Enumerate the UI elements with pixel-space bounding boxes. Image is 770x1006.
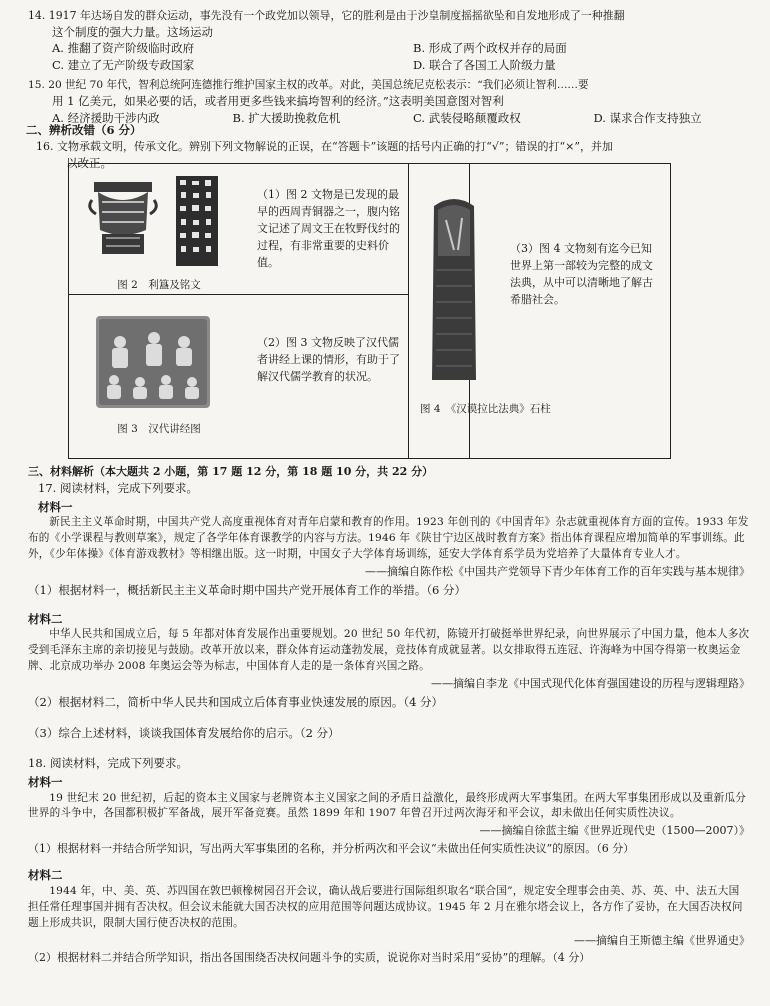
fig3-caption: 图 3 汉代讲经图 [117,423,201,435]
q14-option-c[interactable]: C. 建立了无产阶级专政国家 [52,58,195,73]
q17-material-2-source: ——摘编自李龙《中国式现代化体育强国建设的历程与逻辑理路》 [431,676,750,690]
q17-ask-2: （2）根据材料二，简析中华人民共和国成立后体育事业快速发展的原因。（4 分） [28,694,444,709]
q14-option-b[interactable]: B. 形成了两个政权并存的局面 [413,41,567,56]
q18-material-2-text: 1944 年，中、美、英、苏四国在敦巴顿橡树园召开会议，确认战后要进行国际组织取名“联合国”，规定安全理事会由美、苏、英、中、法五大国担任常任理事国并拥有否决权。但会议未能就大国否决权的应用范围等问题达成协议。1945 年 2 月在雅尔塔会议上，各方作了妥协，在大国否决权问题上形成共识，限制大国行使否决权的范围。 [28,884,743,929]
fig2-caption: 图 2 利簋及铭文 [117,279,201,291]
q15-stem-line1: 15. 20 世纪 70 年代，智利总统阿连德推行维护国家主权的改革。对此，美国总统尼克松表示：“我们必须让智利……要 [28,79,589,91]
q16-stem-line1: 16. 文物承载文明，传承文化。辨别下列文物解说的正误，在“答题卡”该题的括号内正确的打“√”；错误的打“×”，并加 [36,139,613,153]
q18-material-1-label: 材料一 [28,774,63,789]
section-2-title: 二、辨析改错（6 分） [26,123,142,137]
q14-option-a[interactable]: A. 推翻了资产阶级临时政府 [52,41,195,56]
q18-material-2-source: ——摘编自王斯德主编《世界通史》 [574,933,750,947]
q15-option-a[interactable]: A. 经济援助干涉内政 [52,111,160,126]
q17-material-2-text: 中华人民共和国成立后，每 5 年都对体育发展作出重要规划。20 世纪 50 年代初，陈镜开打破挺举世界纪录，向世界展示了中国力量，他本人多次受到毛泽东主席的亲切接见与鼓励。改革开放以来，群众体育运动蓬勃发展，竞技体育成就显著。以女排取得五连冠、许海峰为中国夺得第一枚奥运金牌、北京成功举办 2008 年奥运会等为标志，中国体育人走的是一条体育兴国之路。 [28,628,750,673]
q17-material-2-label: 材料二 [28,611,63,626]
section-3-title: 三、材料解析（本大题共 2 小题，第 17 题 12 分，第 18 题 10 分，共 22 分） [28,465,434,478]
relic-item-3-text: （3）图 4 文物刻有迄今已知世界上第一部较为完整的成文法典，从中可以清晰地了解古希腊社会。 [510,242,653,307]
q18-material-1-text: 19 世纪末 20 世纪初，后起的资本主义国家与老牌资本主义国家之间的矛盾日益激化，最终形成两大军事集团。在两大军事集团形成以及重新瓜分世界的斗争中，各国都积极扩军备战，展开军备竞赛。虽然 1899 年和 1907 年曾召开过两次海牙和平会议，却未做出任何实质性决议。 [28,791,747,820]
ligui-bronze-vessel-image [88,178,158,260]
q17-ask-3: （3）综合上述材料，谈谈我国体育发展给你的启示。（2 分） [28,725,340,740]
q18-ask-1: （1）根据材料一并结合所学知识，写出两大军事集团的名称，并分析两次和平会议“未做出任何实质性决议”的原因。（6 分） [28,842,635,856]
q15-option-b[interactable]: B. 扩大援助挽救危机 [232,111,341,126]
q14-option-d[interactable]: D. 联合了各国工人阶级力量 [413,58,556,73]
q18-ask-2: （2）根据材料二并结合所学知识，指出各国围绕否决权问题斗争的实质，说说你对当时采用“妥协”的理解。（4 分） [28,951,591,965]
q14-stem-line1: 14. 1917 年达场自发的群众运动，事先没有一个政党加以领导，它的胜利是由于沙皇制度摇摇欲坠和自发地形成了一种推翻 [28,9,625,22]
question-14 [28,8,750,74]
question-15 [28,78,750,127]
q18-stem: 18. 阅读材料，完成下列要求。 [28,756,188,771]
q17-material-1-text: 新民主主义革命时期，中国共产党人高度重视体育对青年启蒙和教育的作用。1923 年创刊的《中国青年》杂志就重视体育方面的宣传。1933 年发布的《小学课程与教则草案》，规定了各学年体育课教学的内容与方法。1946 年《陕甘宁边区战时教育方案》指出体育课程应增加简单的军事训练。此外，《少年体操》《体育游戏教材》等相继出版。这一时期，中国女子大学体育场训练，延安大学体育系学员为党培养了大量体育专业人才。 [28,516,749,561]
section-3 [28,464,750,966]
q16-stem-line2: 以改正。 [66,155,112,170]
hammurabi-stele-image [428,196,480,380]
fig4-caption: 图 4 《汉谟拉比法典》石柱 [420,403,551,415]
q14-stem-line2: 这个制度的强大力量。这场运动 [52,24,213,39]
q17-material-1-label: 材料一 [38,499,73,514]
relic-item-1-text: （1）图 2 文物是已发现的最早的西周青铜器之一，腹内铭文记述了周文王在牧野伐纣的过程，有非常重要的史料价值。 [257,188,400,270]
q17-ask-1: （1）根据材料一，概括新民主主义革命时期中国共产党开展体育工作的举措。（6 分） [28,582,467,597]
q18-material-1-source: ——摘编自徐蓝主编《世界近现代史（1500—2007）》 [479,824,750,838]
q18-material-2-label: 材料二 [28,868,63,883]
relic-item-2-text: （2）图 3 文物反映了汉代儒者讲经上课的情形，有助于了解汉代儒学教育的状况。 [257,336,400,384]
q17-stem: 17. 阅读材料，完成下列要求。 [38,480,198,495]
q15-stem-line2: 用 1 亿美元，如果必要的话，或者用更多些钱来搞垮智利的经济。”这表明美国意图对智利 [52,94,504,109]
q14-options [28,40,750,73]
han-lecture-relief-image [96,316,210,408]
q17-material-1-source: ——摘编自陈作松《中国共产党领导下青少年体育工作的百年实践与基本规律》 [365,564,750,578]
q15-option-c[interactable]: C. 武装侵略颠覆政权 [413,111,521,126]
q15-option-d[interactable]: D. 谋求合作支持独立 [593,111,702,126]
ligui-inscription-image [176,176,218,266]
